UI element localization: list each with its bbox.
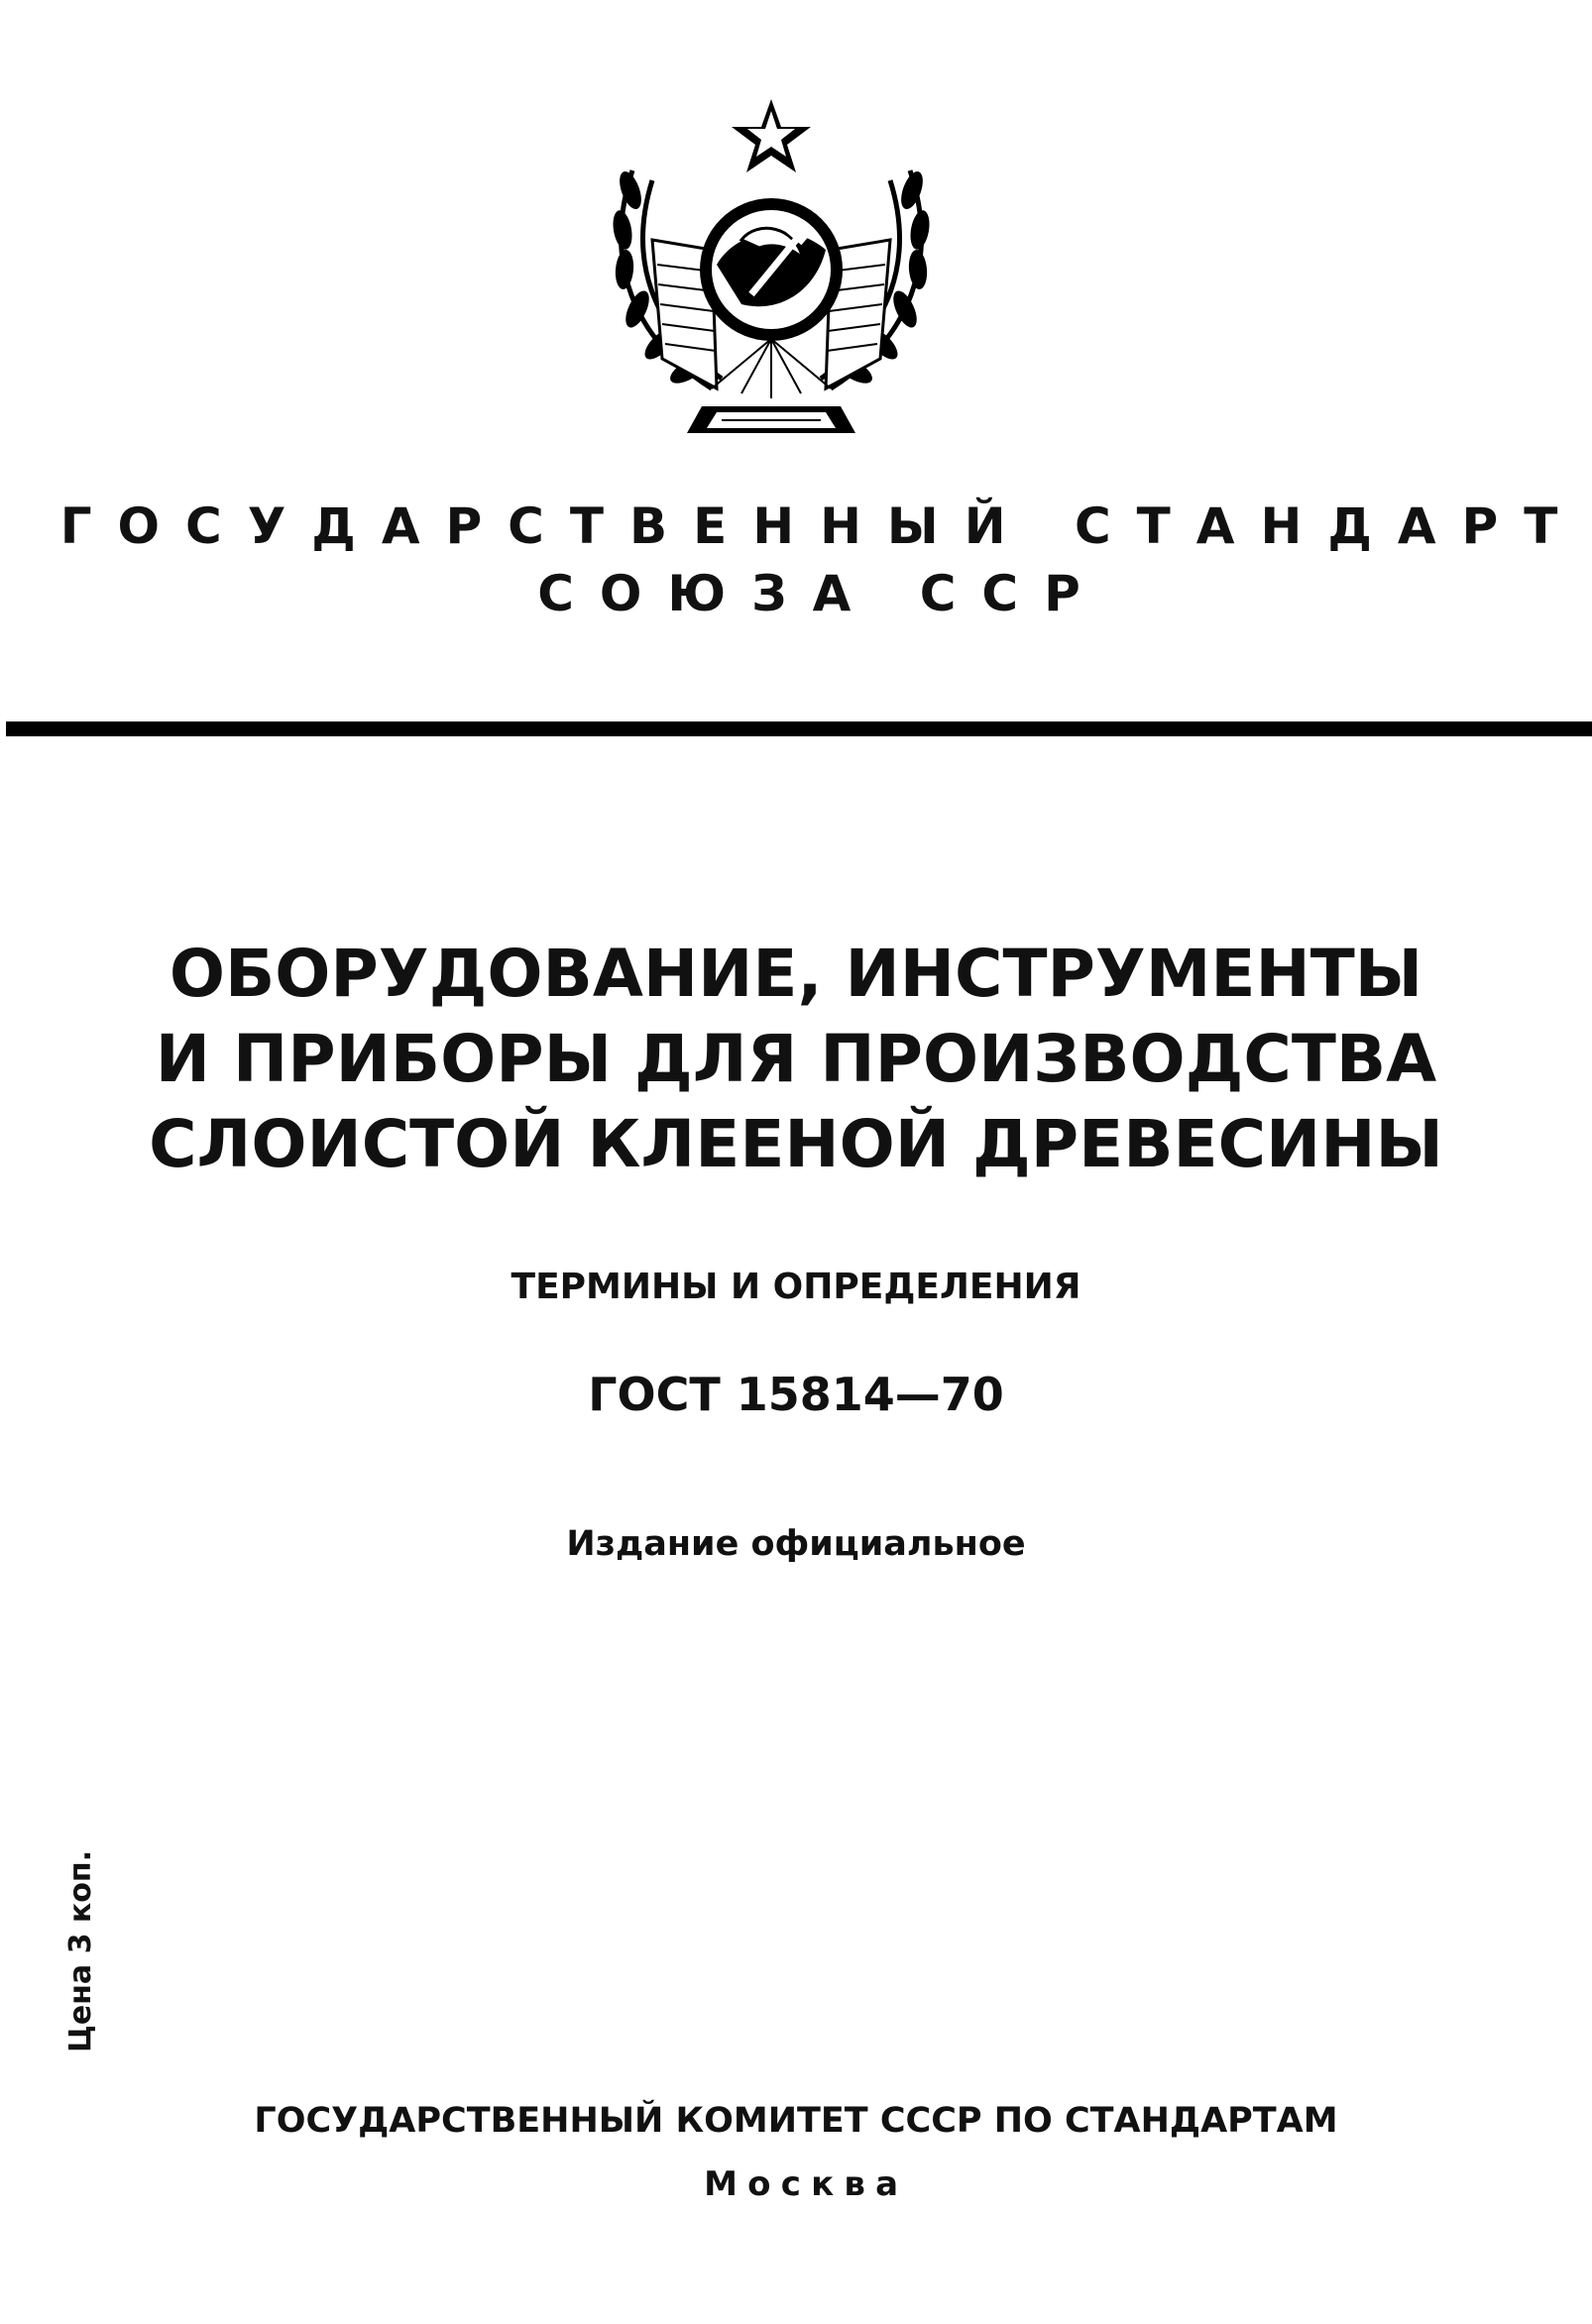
- header-state-standard: ГОСУДАРСТВЕННЫЙ СТАНДАРТ: [59, 498, 1584, 555]
- horizontal-divider: [6, 721, 1592, 736]
- title-line-3: СЛОИСТОЙ КЛЕЕНОЙ ДРЕВЕСИНЫ: [149, 1106, 1443, 1182]
- price-label: Цена 3 коп.: [63, 1849, 98, 2052]
- header-ussr: СОЮЗА ССР: [537, 565, 1106, 622]
- title-line-1: ОБОРУДОВАНИЕ, ИНСТРУМЕНТЫ: [169, 936, 1423, 1012]
- publication-city: Москва: [704, 2164, 909, 2204]
- title-line-2: И ПРИБОРЫ ДЛЯ ПРОИЗВОДСТВА: [155, 1021, 1437, 1097]
- document-subtitle: ТЕРМИНЫ И ОПРЕДЕЛЕНИЯ: [511, 1267, 1081, 1307]
- publisher: ГОСУДАРСТВЕННЫЙ КОМИТЕТ СССР ПО СТАНДАРТАМ: [254, 2101, 1338, 2141]
- document-title: [0, 932, 1592, 1187]
- ussr-state-emblem-icon: [593, 91, 950, 460]
- edition-note: Издание официальное: [566, 1524, 1026, 1564]
- standard-number: ГОСТ 15814—70: [588, 1368, 1004, 1421]
